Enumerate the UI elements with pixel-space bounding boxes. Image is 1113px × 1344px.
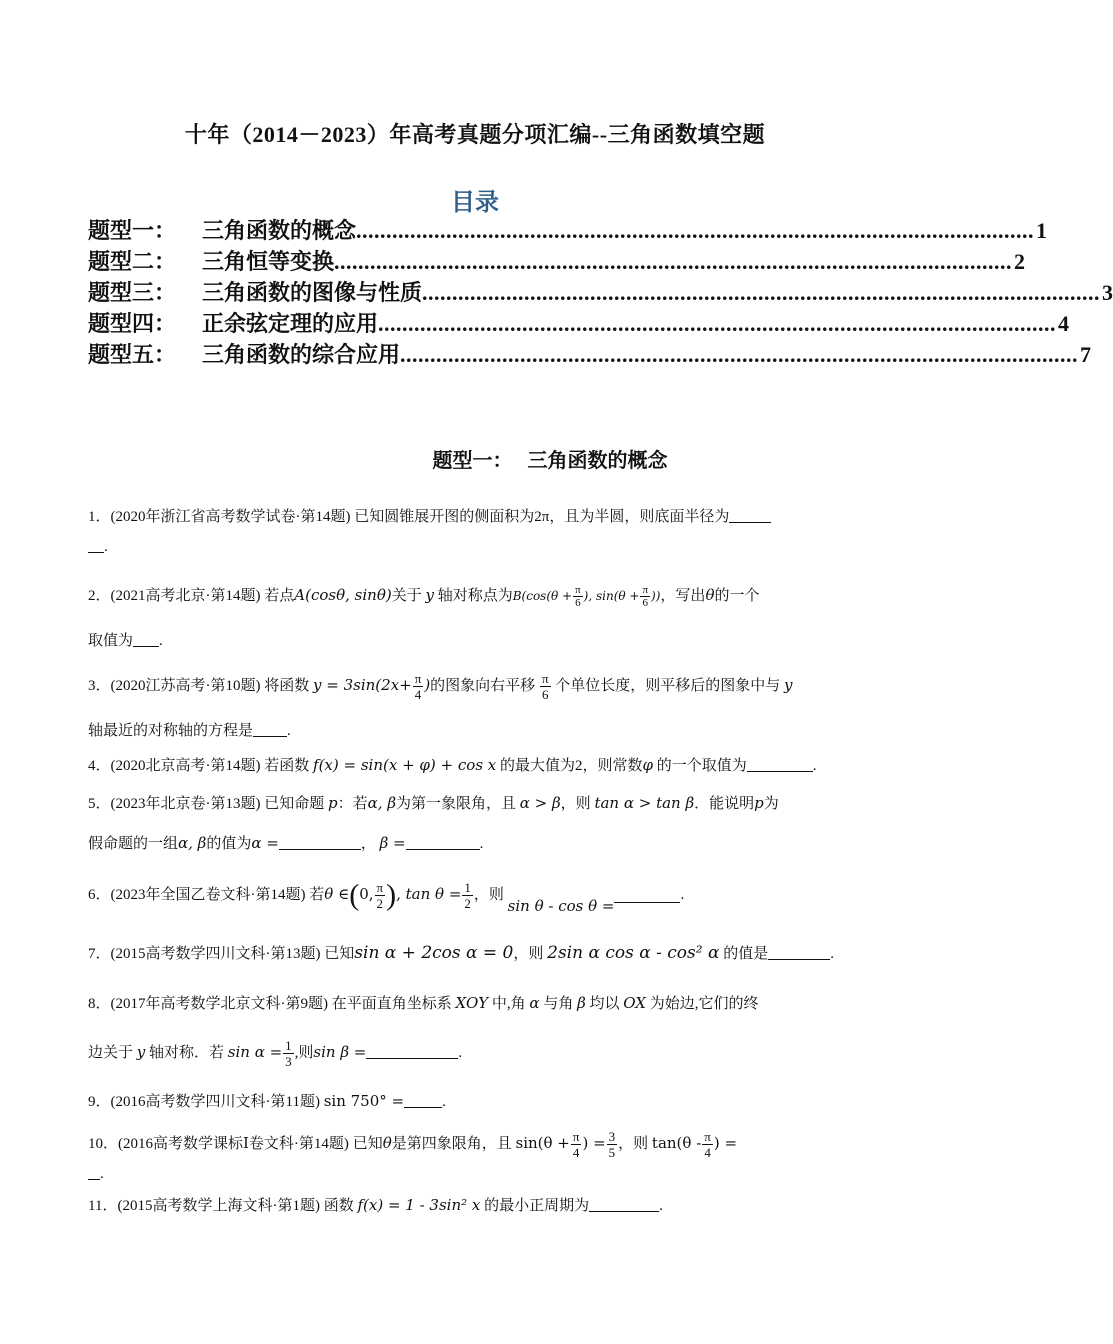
frac-num: 1 — [285, 1038, 292, 1054]
frac-den: 6 — [642, 597, 649, 610]
math-point-b: B(cos(θ + — [512, 589, 573, 603]
question-number: 3． — [88, 678, 111, 694]
math-function: ) — [424, 676, 431, 694]
paren-open: ( — [349, 878, 360, 912]
question-11 — [88, 1188, 864, 1223]
table-of-contents — [88, 214, 1113, 369]
question-text: 的值为 — [206, 836, 252, 852]
toc-item-title: 三角函数的图像与性质 — [202, 280, 423, 305]
math-var: α, β — [367, 794, 396, 812]
question-9 — [88, 1084, 864, 1119]
math-var: θ — [705, 586, 715, 604]
question-source: (2017年高考数学北京文科·第9题) — [110, 996, 329, 1012]
punctuation: . — [100, 1166, 104, 1182]
toc-item-label: 题型四： — [88, 311, 177, 336]
frac-den: 5 — [608, 1145, 616, 1161]
math-expression: sin θ - cos θ = — [507, 897, 615, 915]
toc-item[interactable] — [88, 338, 1092, 369]
frac-den: 4 — [704, 1145, 711, 1161]
math-fraction — [571, 1129, 582, 1160]
math-fraction — [640, 584, 650, 609]
frac-num: π — [414, 671, 422, 687]
math-fraction — [283, 1038, 294, 1069]
math-equation: sin α + 2cos α = 0 — [354, 943, 514, 963]
toc-item[interactable] — [88, 214, 1048, 245]
answer-blank[interactable] — [404, 1093, 442, 1108]
question-number: 2． — [88, 588, 111, 604]
question-text: 边关于 — [88, 1045, 134, 1061]
frac-num: π — [704, 1129, 711, 1145]
question-number: 5． — [88, 796, 111, 812]
question-5 — [88, 786, 864, 821]
toc-item-label: 题型三： — [88, 280, 177, 305]
math-condition: tan α > tan β — [594, 794, 695, 812]
question-text: 的图象向右平移 — [430, 678, 536, 694]
math-var: OX — [623, 994, 646, 1012]
section-title: 三角函数的概念 — [527, 450, 668, 472]
math-var: XOY — [455, 994, 489, 1012]
question-number: 1． — [88, 509, 111, 525]
frac-num: π — [541, 671, 549, 687]
question-text: 轴最近的对称轴的方程是 — [88, 723, 254, 739]
question-text: ．能说明 — [694, 796, 755, 812]
toc-item-page: 4 — [1058, 311, 1070, 336]
math-var: α = — [251, 834, 279, 852]
question-text: ，则 — [618, 1136, 649, 1152]
question-text: 关于 — [391, 588, 422, 604]
frac-den: 6 — [575, 597, 581, 610]
punctuation: . — [680, 887, 685, 903]
math-var: α, β — [178, 834, 207, 852]
math-var: φ — [642, 756, 654, 774]
toc-leader-dots: ................................................................................................................. — [334, 249, 1013, 274]
paren-close: ) — [386, 878, 397, 912]
question-text: ，则 — [513, 946, 544, 962]
math-expression: ) = — [713, 1134, 738, 1152]
question-text: 若点 — [264, 588, 295, 604]
question-text: 与角 — [543, 996, 574, 1012]
frac-den: 4 — [572, 1145, 580, 1161]
toc-leader-dots: ................................................................................................................. — [378, 311, 1057, 336]
answer-blank[interactable] — [614, 888, 680, 903]
toc-item[interactable] — [88, 276, 1113, 307]
math-point-b: )) — [651, 589, 661, 603]
math-function: f(x) = 1 - 3sin² x — [357, 1196, 481, 1214]
math-point-a: A(cosθ, sinθ) — [294, 586, 392, 604]
section-label: 题型一： — [432, 450, 513, 472]
question-source: (2015高考数学上海文科·第1题) — [117, 1198, 320, 1214]
question-source: (2015高考数学四川文科·第13题) — [110, 946, 321, 962]
punctuation: . — [287, 723, 291, 739]
answer-blank[interactable] — [747, 757, 813, 772]
math-function: f(x) = sin(x + φ) + cos x — [313, 756, 497, 774]
toc-item[interactable] — [88, 307, 1070, 338]
answer-blank[interactable] — [366, 1044, 458, 1059]
question-7 — [88, 936, 864, 971]
question-10 — [88, 1116, 864, 1171]
toc-heading: 目录 — [451, 190, 499, 216]
math-point-b: ), sin(θ + — [583, 589, 640, 603]
punctuation: ， — [360, 836, 376, 852]
math-var: p — [754, 794, 764, 812]
math-fraction — [462, 880, 473, 911]
answer-blank[interactable] — [729, 508, 771, 523]
frac-num: π — [575, 584, 581, 597]
question-text: 的最大值为2，则常数 — [500, 758, 643, 774]
answer-blank[interactable] — [88, 1169, 100, 1180]
math-var: y — [784, 676, 793, 694]
question-source: (2020北京高考·第14题) — [110, 758, 261, 774]
question-text: 为 — [763, 796, 779, 812]
question-number: 11． — [88, 1198, 118, 1214]
answer-blank-cont — [88, 538, 104, 553]
math-var: β — [577, 994, 586, 1012]
question-2 — [88, 578, 864, 613]
math-expression: sin(θ + — [515, 1134, 570, 1152]
question-text: 已知 — [352, 1136, 383, 1152]
frac-den: 4 — [414, 687, 422, 703]
toc-item-page: 7 — [1080, 342, 1092, 367]
question-5-cont — [88, 826, 864, 861]
math-fraction — [540, 671, 551, 702]
question-3 — [88, 668, 864, 703]
punctuation: . — [442, 1094, 446, 1110]
question-source: (2021高考北京·第14题) — [110, 588, 261, 604]
toc-leader-dots: ................................................................................................................. — [422, 280, 1101, 305]
question-4 — [88, 748, 864, 783]
answer-blank[interactable] — [768, 945, 830, 960]
section-heading — [0, 444, 950, 473]
frac-num: π — [642, 584, 649, 597]
math-expression: 2sin α cos α - cos² α — [547, 943, 720, 963]
question-source: (2020江苏高考·第10题) — [110, 678, 261, 694]
toc-item-label: 题型一： — [88, 218, 177, 243]
punctuation: . — [812, 758, 817, 774]
toc-leader-dots: ................................................................................................................. — [356, 218, 1035, 243]
question-number: 7． — [88, 946, 111, 962]
question-text: 将函数 — [264, 678, 310, 694]
question-number: 9． — [88, 1094, 111, 1110]
question-text: 若函数 — [264, 758, 310, 774]
punctuation: . — [104, 539, 108, 555]
question-text: 假命题的一组 — [88, 836, 179, 852]
punctuation: . — [830, 946, 834, 962]
question-number: 10． — [88, 1136, 119, 1152]
question-number: 8． — [88, 996, 111, 1012]
math-var: β = — [379, 834, 406, 852]
question-text: 个单位长度，则平移后的图象中与 — [555, 678, 781, 694]
math-var: y — [136, 1043, 146, 1061]
question-3-cont — [88, 714, 864, 748]
toc-item-label: 题型二： — [88, 249, 177, 274]
toc-item-title: 正余弦定理的应用 — [202, 311, 379, 336]
question-6 — [88, 872, 864, 928]
toc-item-page: 2 — [1014, 249, 1026, 274]
document-title: 十年（2014－2023）年高考真题分项汇编--三角函数填空题 — [184, 122, 766, 147]
question-number: 4． — [88, 758, 111, 774]
toc-item[interactable] — [88, 245, 1026, 276]
question-10-cont — [88, 1164, 864, 1184]
frac-den: 6 — [541, 687, 549, 703]
question-text: 已知命题 — [264, 796, 325, 812]
math-expression: tan(θ - — [651, 1134, 702, 1152]
question-8-cont — [88, 1030, 864, 1075]
question-text: ，则 — [560, 796, 591, 812]
punctuation: . — [659, 1198, 663, 1214]
frac-den: 2 — [376, 896, 384, 912]
frac-num: π — [572, 1129, 580, 1145]
math-expression: ) = — [582, 1134, 606, 1152]
question-2-cont — [88, 624, 864, 658]
question-text: 均以 — [589, 996, 620, 1012]
math-var: 0, — [359, 885, 374, 903]
question-source: (2023年全国乙卷文科·第14题) — [110, 887, 306, 903]
question-text: 已知圆锥展开图的侧面积为2π，且为半圆，则底面半径为 — [354, 509, 730, 525]
math-fraction — [607, 1129, 618, 1160]
math-condition: α > β — [519, 794, 561, 812]
math-fraction — [573, 584, 583, 609]
answer-blank-beta[interactable] — [406, 835, 480, 850]
punctuation: . — [159, 633, 163, 649]
frac-num: π — [376, 880, 384, 896]
answer-blank-alpha[interactable] — [279, 835, 361, 850]
question-text: 轴对称点为 — [437, 588, 513, 604]
question-text: 在平面直角坐标系 — [331, 996, 452, 1012]
answer-blank[interactable] — [589, 1197, 659, 1212]
question-text: 轴对称．若 — [149, 1045, 225, 1061]
question-number: 6． — [88, 887, 111, 903]
question-source: (2023年北京卷·第13题) — [110, 796, 261, 812]
frac-den: 2 — [464, 896, 471, 912]
answer-blank[interactable] — [133, 632, 159, 647]
toc-leader-dots: ................................................................................................................. — [400, 342, 1079, 367]
math-expression: sin β = — [313, 1043, 367, 1061]
math-expression: sin 750° = — [323, 1092, 405, 1110]
toc-item-title: 三角函数的概念 — [202, 218, 357, 243]
question-text: 的最小正周期为 — [484, 1198, 590, 1214]
question-text: 若 — [309, 887, 325, 903]
math-function: y = 3sin(2x+ — [313, 676, 412, 694]
question-1 — [88, 502, 864, 562]
question-text: 为第一象限角，且 — [396, 796, 517, 812]
math-var: p — [328, 794, 338, 812]
math-var: θ — [382, 1134, 392, 1152]
answer-blank[interactable] — [253, 722, 287, 737]
toc-item-title: 三角函数的综合应用 — [202, 342, 401, 367]
question-text: ,则 — [294, 1045, 314, 1061]
question-source: (2016高考数学课标Ⅰ卷文科·第14题) — [118, 1136, 349, 1152]
frac-num: 1 — [464, 880, 471, 896]
toc-item-label: 题型五： — [88, 342, 177, 367]
math-var: y — [425, 586, 434, 604]
question-8 — [88, 986, 864, 1021]
frac-num: 3 — [608, 1129, 616, 1145]
question-source: (2020年浙江省高考数学试卷·第14题) — [110, 509, 351, 525]
toc-item-title: 三角恒等变换 — [202, 249, 335, 274]
toc-item-page: 1 — [1036, 218, 1048, 243]
math-fraction — [413, 671, 424, 702]
question-source: (2016高考数学四川文科·第11题) — [110, 1094, 320, 1110]
question-text: ，则 — [473, 887, 504, 903]
question-text: 中,角 — [491, 996, 526, 1012]
math-var: α — [529, 994, 540, 1012]
punctuation: . — [458, 1045, 463, 1061]
question-text: 是第四象限角，且 — [391, 1136, 512, 1152]
math-fraction — [702, 1129, 713, 1160]
question-text: 的值是 — [723, 946, 769, 962]
toc-item-page: 3 — [1102, 280, 1113, 305]
question-text: 函数 — [323, 1198, 354, 1214]
question-text: 取值为 — [88, 633, 134, 649]
math-var: , tan θ = — [396, 885, 462, 903]
question-text: 的一个取值为 — [656, 758, 747, 774]
question-text: 为始边,它们的终 — [649, 996, 759, 1012]
question-text: 已知 — [324, 946, 355, 962]
math-fraction — [375, 880, 386, 911]
frac-den: 3 — [285, 1054, 292, 1070]
question-text: ，写出 — [660, 588, 706, 604]
question-text: ：若 — [337, 796, 368, 812]
question-text: 的一个 — [714, 588, 760, 604]
punctuation: . — [479, 836, 484, 852]
math-var: θ ∈ — [324, 885, 350, 903]
math-expression: sin α = — [227, 1043, 283, 1061]
